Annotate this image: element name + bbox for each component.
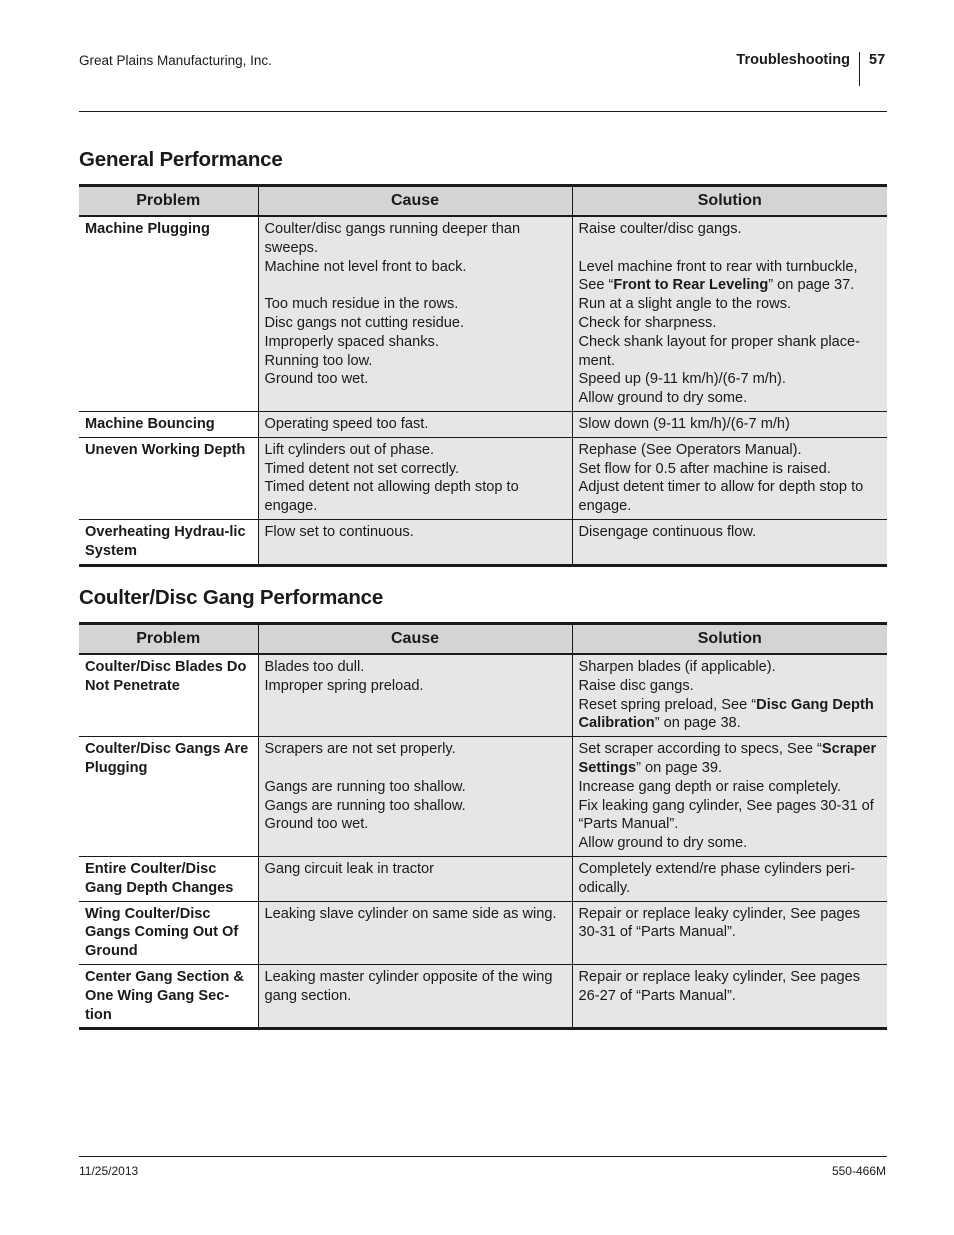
problem-cell: Wing Coulter/Disc Gangs Coming Out Of Ground (79, 901, 258, 964)
footer-divider (79, 1156, 887, 1157)
column-header-cause: Cause (258, 624, 572, 655)
problem-cell: Coulter/Disc Blades Do Not Penetrate (85, 659, 247, 694)
solution-reference: Scraper Settings (578, 741, 877, 776)
page-number: 57 (869, 52, 886, 68)
section-title-general-performance: General Performance (79, 148, 283, 171)
cause-cell: Lift cylinders out of phase. Timed detent not set correctly. Timed detent not allowing depth stop to engage. (258, 437, 572, 519)
solution-text: ” on page 37. Run at a slight angle to the rows. Check for sharpness. Check shank layout for proper shank place-ment. Speed up (9-11 km/h)/(6-7 m/h). Allow ground to dry some. (578, 277, 860, 407)
column-header-problem: Problem (79, 624, 258, 655)
cause-cell: Leaking master cylinder opposite of the wing gang section. (258, 964, 572, 1028)
cause-cell: Operating speed too fast. (258, 411, 572, 437)
header-divider-vertical (859, 52, 860, 86)
cause-cell: Scrapers are not set properly. Gangs are running too shallow. Gangs are running too shallow. Ground too wet. (258, 737, 572, 857)
solution-cell: Disengage continuous flow. (572, 519, 887, 565)
column-header-cause: Cause (258, 186, 572, 217)
table-row (79, 519, 887, 565)
solution-cell (572, 654, 887, 737)
solution-text: ” on page 39. Increase gang depth or raise completely. Fix leaking gang cylinder, See pages 30-31 of “Parts Manual”. Allow ground to dry some. (578, 759, 874, 852)
cause-cell: Flow set to continuous. (258, 519, 572, 565)
problem-cell: Center Gang Section & One Wing Gang Sec-tion (79, 964, 258, 1028)
solution-text: ” on page 38. (654, 715, 741, 732)
cause-cell: Coulter/disc gangs running deeper than sweeps. Machine not level front to back. Too much residue in the rows. Disc gangs not cutting residue. Improperly spaced shanks. Running too low. Ground too wet. (258, 216, 572, 411)
table-row (79, 901, 887, 964)
table-row (79, 856, 887, 901)
section-title-coulter-disc-gang-performance: Coulter/Disc Gang Performance (79, 586, 384, 609)
header-divider (79, 111, 887, 112)
solution-cell: Rephase (See Operators Manual). Set flow for 0.5 after machine is raised. Adjust detent timer to allow for depth stop to engage. (572, 437, 887, 519)
problem-cell: Coulter/Disc Gangs Are Plugging (79, 737, 258, 857)
column-header-solution: Solution (572, 186, 887, 217)
section-label: Troubleshooting (736, 52, 850, 68)
table-row (79, 654, 887, 737)
table-row (79, 437, 887, 519)
solution-text: Set scraper according to specs, See “ (578, 741, 822, 758)
table-row (79, 216, 887, 411)
problem-cell: Uneven Working Depth (79, 437, 258, 519)
solution-cell (572, 737, 887, 857)
coulter-disc-gang-performance-table (79, 622, 887, 1030)
column-header-problem: Problem (79, 186, 258, 217)
solution-reference: Disc Gang Depth Calibration (578, 696, 874, 732)
problem-cell: Machine Plugging (85, 221, 210, 237)
solution-cell: Slow down (9-11 km/h)/(6-7 m/h) (572, 411, 887, 437)
table-row (79, 411, 887, 437)
cause-cell: Leaking slave cylinder on same side as wing. (258, 901, 572, 964)
problem-cell: Overheating Hydrau-lic System (79, 519, 258, 565)
column-header-solution: Solution (572, 624, 887, 655)
problem-cell: Machine Bouncing (79, 411, 258, 437)
solution-cell (572, 216, 887, 411)
cause-cell: Gang circuit leak in tractor (258, 856, 572, 901)
solution-reference: Front to Rear Leveling (613, 277, 769, 294)
table-row (79, 964, 887, 1028)
table-header-row (79, 624, 887, 655)
solution-cell: Repair or replace leaky cylinder, See pages 30-31 of “Parts Manual”. (572, 901, 887, 964)
solution-cell: Completely extend/re phase cylinders peri-odically. (572, 856, 887, 901)
table-row (79, 737, 887, 857)
cause-cell: Blades too dull. Improper spring preload. (258, 654, 572, 737)
general-performance-table (79, 184, 887, 567)
solution-text: Raise coulter/disc gangs. Level machine front to rear with turnbuckle, See “ (578, 221, 858, 294)
publication-date: 11/25/2013 (79, 1164, 139, 1178)
solution-text: Sharpen blades (if applicable). Raise disc gangs. Reset spring preload, See “ (578, 659, 776, 713)
table-header-row (79, 186, 887, 217)
solution-cell: Repair or replace leaky cylinder, See pages 26-27 of “Parts Manual”. (572, 964, 887, 1028)
company-name: Great Plains Manufacturing, Inc. (79, 53, 272, 68)
document-number: 550-466M (831, 1164, 886, 1178)
problem-cell: Entire Coulter/Disc Gang Depth Changes (79, 856, 258, 901)
